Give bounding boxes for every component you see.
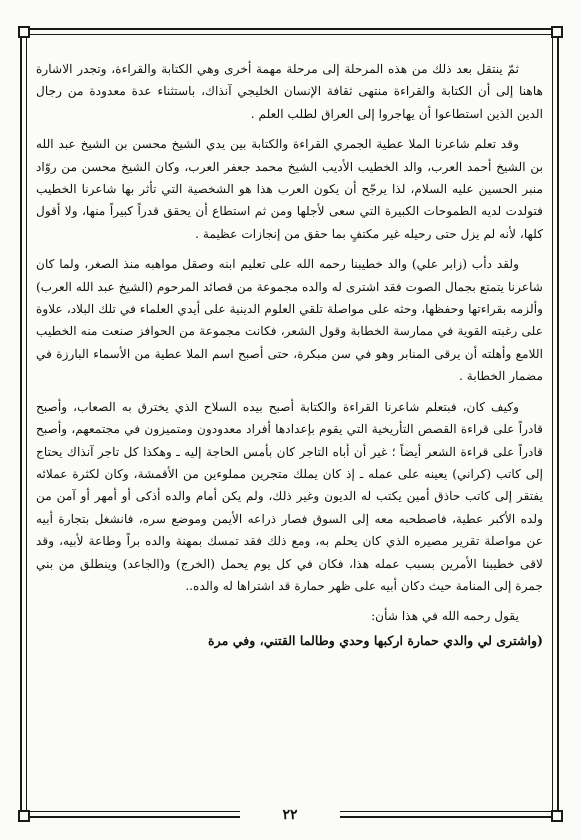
paragraph: وقد تعلم شاعرنا الملا عطية الجمري القراءة والكتابة بين يدي الشيخ محسن بن الشيخ عبد الله بن الشيخ أحمد العرب، والد الخطيب الأديب الشيخ محمد جعفر العرب، وكان الشيخ محسن من روّاد منبر الحسين عليه السلام، لذا يرجّح أن يكون العرب هذا هو الشخصية التي تأثر بها شاعرنا الخطيب فتولدت لديه الطموحات الكبيرة التي سعى لأجلها ومن ثم استطاع أن يحقق قدراً كبيراً منها، ولا أقول كلها، لأنه لم يزل حتى رحيله غير مكتفٍ بما حقق من إنجازات عظيمة . bbox=[36, 137, 543, 241]
paragraph: وكيف كان، فبتعلم شاعرنا القراءة والكتابة أصبح بيده السلاح الذي يخترق به الصعاب، وأصبح قادراً على قراءة القصص التأريخية التي يقوم بإعدادها أفراد معدودون ومتميزون في مجتمعهم، وأصبح قادراً على قراءة الشعر أيضاً ؛ غير أن أباه التاجر كان بأمس الحاجة إليه ـ وهكذا كل تاجر آنذاك يحتاج إلى كاتب (كراني) يعينه على عمله ـ إذ كان يملك متجرين مملوءين من الأقمشة، وكان لكثرة عملائه يفتقر إلى كاتب حاذق أمين يكتب له الديون وغير ذلك، ولم يكن أمام والده أذكى أو أمهر أو آمن من ولده الأكبر عطية، فاصطحبه معه إلى السوق فصار ذراعه الأيمن وموضع سره، فانشغل بتجارة أبيه عن مواصلة تقرير مصيره الذي كان يحلم به، ومع ذلك فقد تمسك بمهنة والده براً وطاعة لأبيه، وقد لاقى خطيبنا الأمرين بسبب عمله هذا، فكان في كل يوم يحمل (الخرج) و(الجاعد) وينطلق من بني جمرة إلى المنامة حيث دكان أبيه على ظهر حمارة قد اشتراها له والده.. bbox=[36, 399, 543, 593]
border-corner-ornament bbox=[18, 810, 30, 822]
page-body bbox=[36, 58, 543, 780]
border-corner-ornament bbox=[18, 26, 30, 38]
paragraph: ثمّ ينتقل بعد ذلك من هذه المرحلة إلى مرحلة مهمة أخرى وهي الكتابة والقراءة، وتجدر الاشارة هاهنا إلى أن الكتابة والقراءة منتهى ثقافة الإنسان الخليجي آنذاك، باستثناء عدة معدودة من رجال الدين الذين استطاعوا أن يهاجروا إلى العراق لطلب العلم . bbox=[36, 62, 543, 121]
border-corner-ornament bbox=[551, 26, 563, 38]
poem-intro: يقول رحمه الله في هذا شأن: bbox=[371, 609, 519, 624]
poem-line: (واشترى لي والدي حمارة اركبها وحدي وطالما القتني، وفي مرة bbox=[208, 632, 543, 648]
paragraph: ولقد دأب (زابر علي) والد خطيبنا رحمه الله على تعليم ابنه وصقل مواهبه منذ الصغر، ولما كان شاعرنا يتمتع بجمال الصوت فقد اشترى له والده مجموعة من قصائد المرحوم (الشيخ عبد الله العرب) وألزمه بقراءتها وحفظها، وحثه على مواصلة تلقي العلوم الدينية على أيدي العلماء في تلك البلاد، علاوة على رغبته القوية في ممارسة الخطابة وقول الشعر، فكانت مجموعة من الحوافز صنعت منه الخطيب اللامع وأهلته أن يرقى المنابر وهو في سن مبكرة، حتى أصبح اسم الملا عطية من الأسماء البارزة في مضمار الخطابة . bbox=[36, 257, 543, 384]
border-corner-ornament bbox=[551, 810, 563, 822]
page-number: ٢٢ bbox=[240, 806, 340, 824]
